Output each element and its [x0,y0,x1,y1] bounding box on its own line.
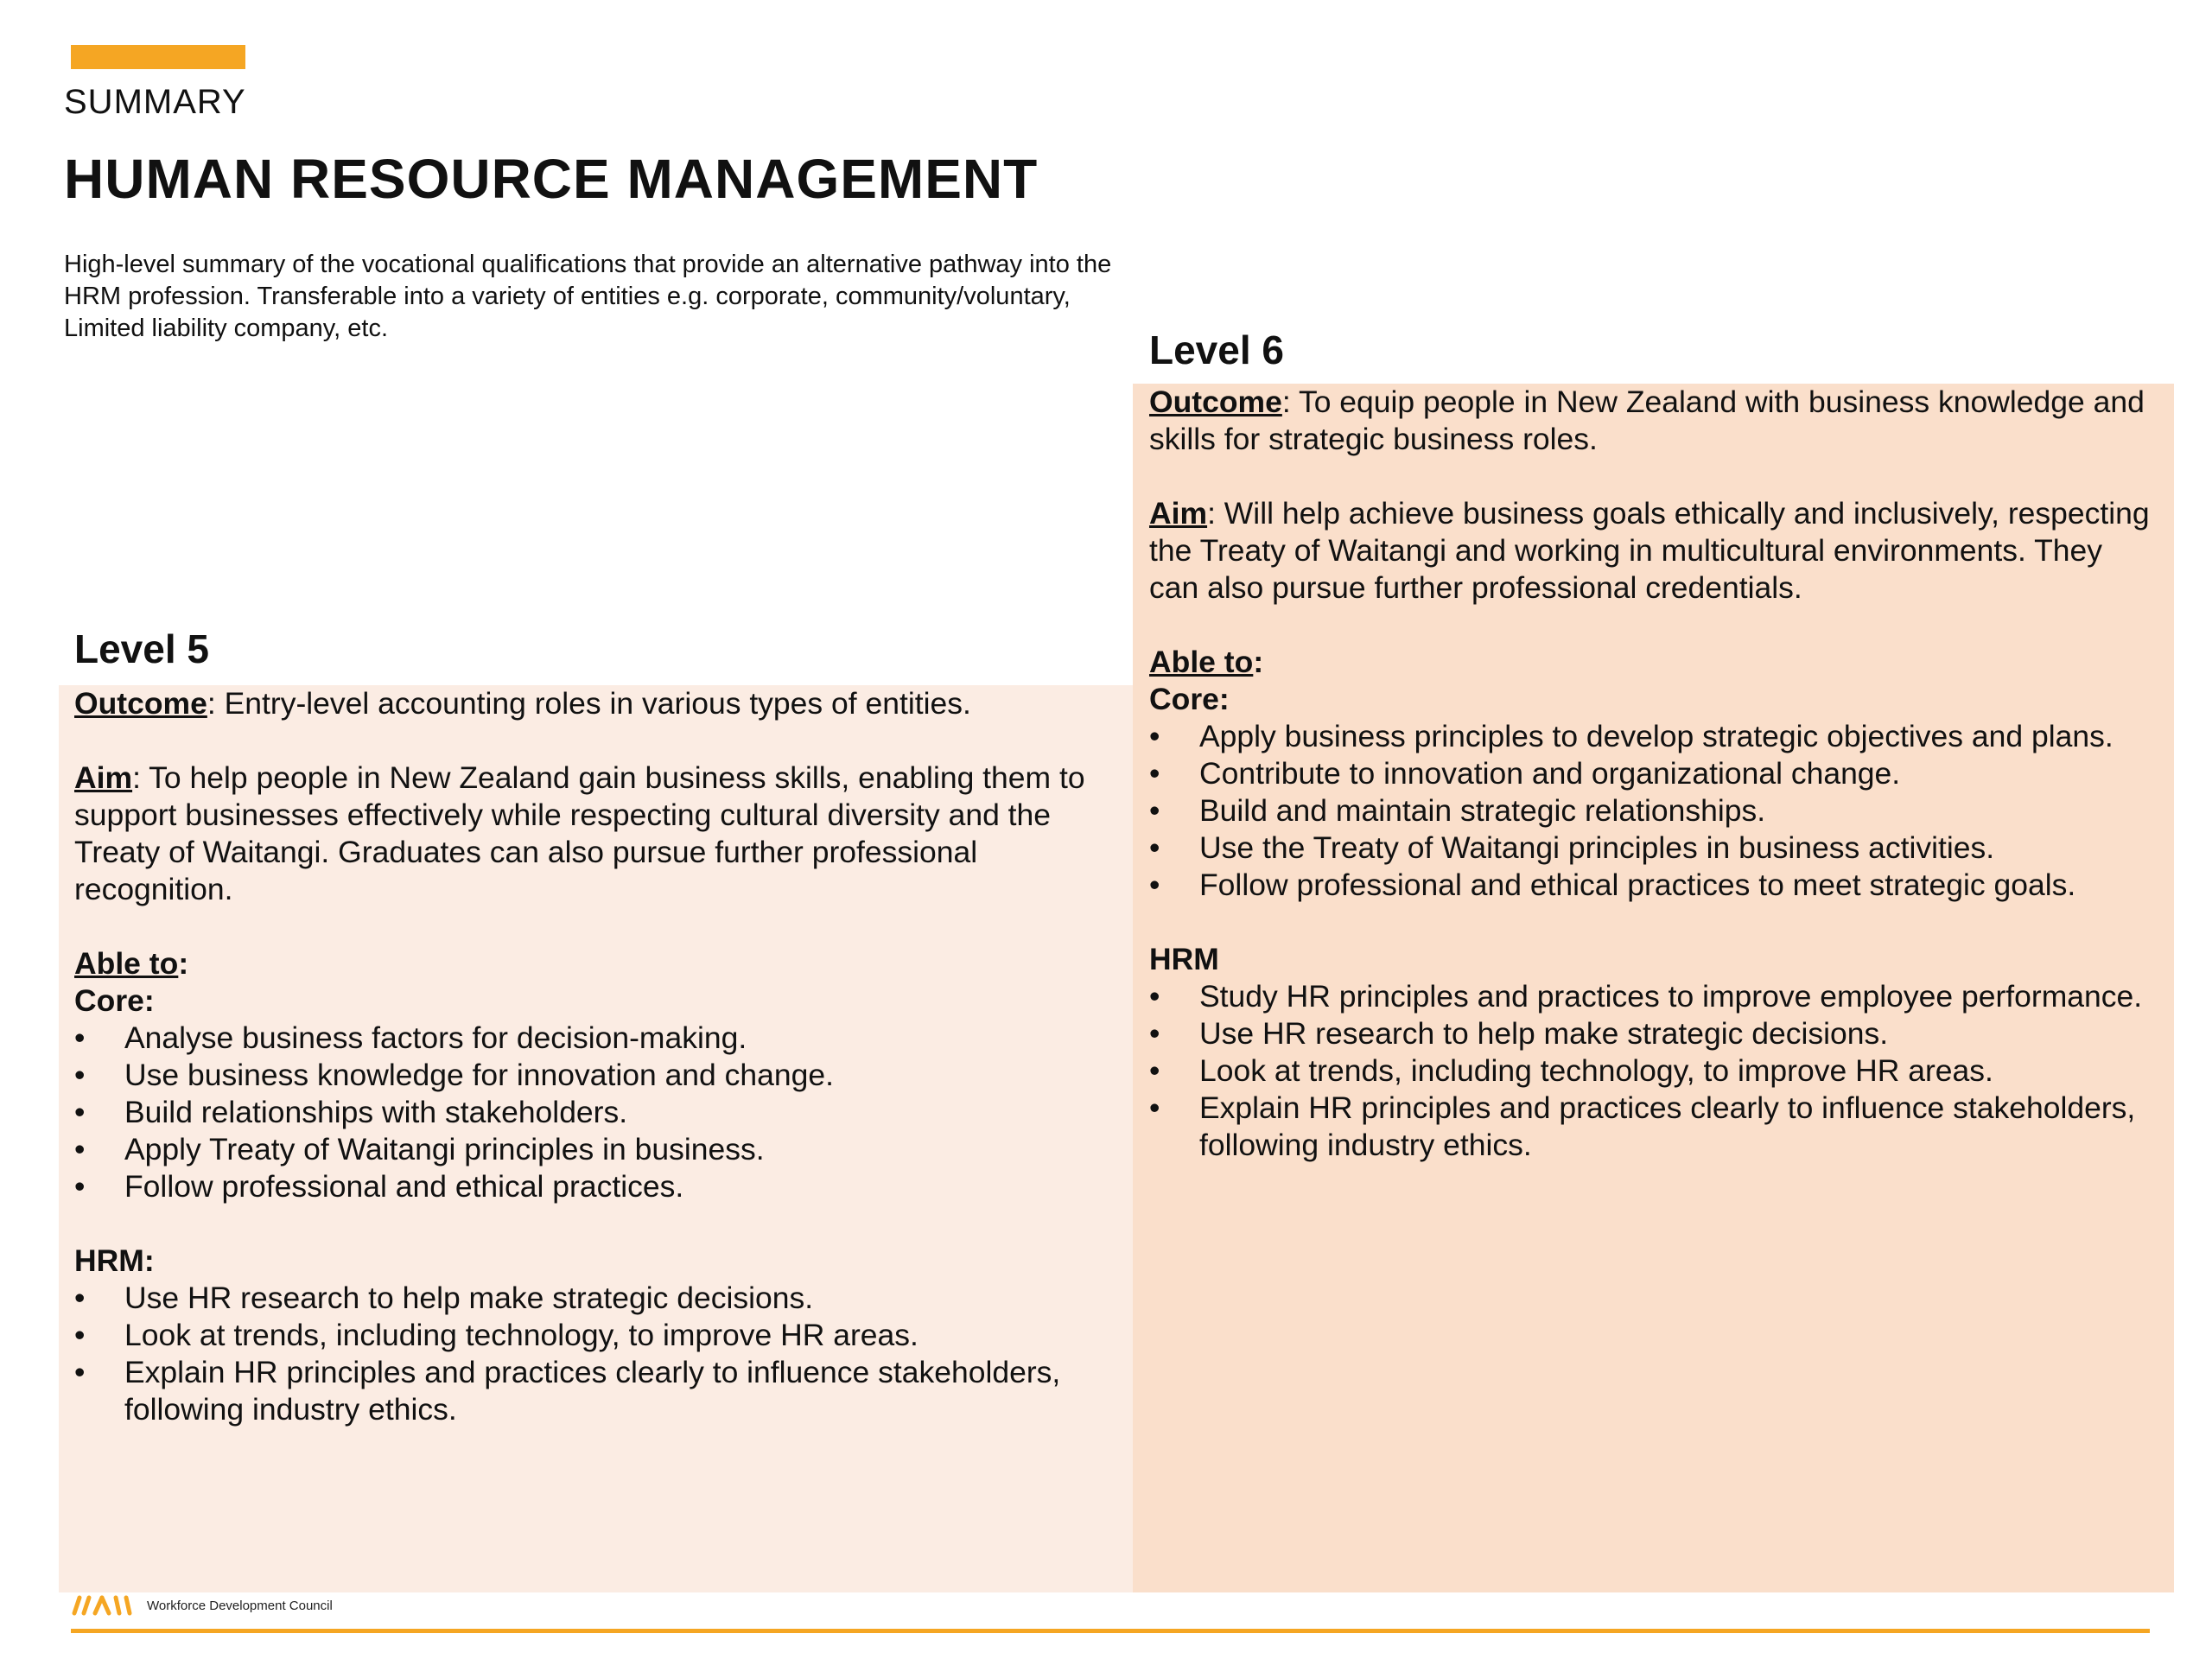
level5-core-list [74,1020,1117,1205]
level5-outcome-text: : Entry-level accounting roles in various types of entities. [207,686,971,721]
list-item: • Use the Treaty of Waitangi principles in business activities. [1149,830,2158,867]
level5-core-label: Core: [74,983,155,1018]
list-item: • Contribute to innovation and organizational change. [1149,755,2158,792]
level6-aim-text: : Will help achieve business goals ethically and inclusively, respecting the Treaty of Waitangi and working in multicultural environments. They can also pursue further professional credentials. [1149,496,2150,605]
level5-aim [74,760,1117,908]
footer-org-name: Workforce Development Council [147,1598,333,1613]
list-item: • Study HR principles and practices to improve employee performance. [1149,978,2158,1015]
level5-aim-label: Aim [74,760,133,795]
level5-outcome-label: Outcome [74,686,207,721]
level5-heading: Level 5 [74,626,209,671]
level5-panel [59,685,1133,1592]
list-item: • Look at trends, including technology, to improve HR areas. [1149,1052,2158,1090]
level5-hrm-list [74,1280,1117,1428]
list-item: • Follow professional and ethical practices to meet strategic goals. [1149,867,2158,904]
list-item: • Explain HR principles and practices clearly to influence stakeholders, following industry ethics. [74,1354,1117,1428]
list-item: • Follow professional and ethical practices. [74,1168,1117,1205]
wdc-logo-icon [69,1595,135,1616]
level6-able-label: Able to [1149,645,1254,679]
level6-core-label: Core: [1149,682,1230,716]
level5-able-label: Able to [74,946,179,981]
list-item: • Apply Treaty of Waitangi principles in business. [74,1131,1117,1168]
level6-hrm-list [1149,978,2158,1164]
intro-text: High-level summary of the vocational qualifications that provide an alternative pathway into the HRM profession. Transferable into a variety of entities e.g. corporate, community/voluntary, Limited liability company, etc. [64,251,1112,342]
level6-panel [1133,384,2174,1592]
list-item: • Use business knowledge for innovation and change. [74,1057,1117,1094]
list-item: • Look at trends, including technology, to improve HR areas. [74,1317,1117,1354]
accent-bar [71,45,245,69]
level6-hrm-label: HRM [1149,942,1219,976]
level6-able-to: Able to: [1149,645,1264,679]
list-item: • Apply business principles to develop strategic objectives and plans. [1149,718,2158,755]
list-item: • Explain HR principles and practices clearly to influence stakeholders, following industry ethics. [1149,1090,2158,1164]
level6-aim [1149,495,2158,607]
list-item: • Build and maintain strategic relationships. [1149,792,2158,830]
level5-hrm-label: HRM: [74,1243,155,1278]
level5-able-to: Able to: [74,946,189,981]
level5-outcome [74,685,1117,722]
level6-aim-label: Aim [1149,496,1208,531]
level6-heading: Level 6 [1149,327,1284,372]
level6-core-list [1149,718,2158,904]
page-title: HUMAN RESOURCE MANAGEMENT [64,148,1039,210]
list-item: • Use HR research to help make strategic decisions. [1149,1015,2158,1052]
section-label: SUMMARY [64,83,246,121]
level6-outcome [1149,384,2158,458]
footer-rule [71,1629,2150,1633]
footer-logo [69,1595,333,1616]
list-item: • Build relationships with stakeholders. [74,1094,1117,1131]
level6-outcome-label: Outcome [1149,385,1282,419]
level5-aim-text: : To help people in New Zealand gain business skills, enabling them to support businesses effectively while respecting cultural diversity and the Treaty of Waitangi. Graduates can also pursue further professional recognition. [74,760,1085,906]
level6-outcome-text: : To equip people in New Zealand with business knowledge and skills for strategic business roles. [1149,385,2145,456]
list-item: • Analyse business factors for decision-making. [74,1020,1117,1057]
list-item: • Use HR research to help make strategic decisions. [74,1280,1117,1317]
